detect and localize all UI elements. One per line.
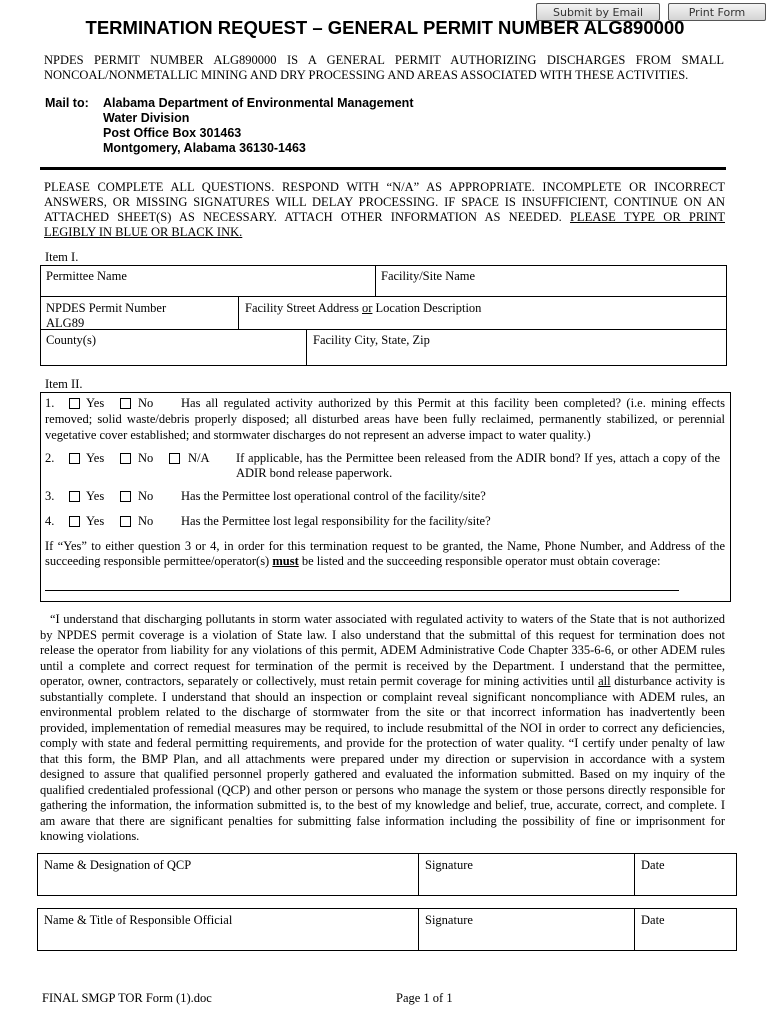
q2-yes-label: Yes bbox=[86, 451, 105, 465]
mail-address-line-1: Alabama Department of Environmental Management bbox=[103, 96, 414, 110]
q2-number: 2. bbox=[45, 451, 55, 465]
intro-line-2: NONCOAL/NONMETALLIC MINING AND DRY PROCESSING AND AREAS ASSOCIATED WITH THESE ACTIVITIES. bbox=[44, 68, 689, 82]
section-divider bbox=[40, 167, 726, 170]
intro-line-1: NPDES PERMIT NUMBER ALG890000 IS A GENERAL PERMIT AUTHORIZING DISCHARGES FROM SMALL bbox=[44, 53, 724, 67]
certification-line: qualified credentialed professional (QCP) and other person or persons who manage the system or those persons directly responsible for bbox=[40, 782, 725, 797]
facility-address-field[interactable]: Facility Street Address or Location Description bbox=[245, 301, 482, 315]
instructions-line-4: LEGIBLY IN BLUE OR BLACK INK. bbox=[44, 225, 243, 239]
certification-line: provided, implementation of remedial measures may be required, to include resubmittal of the NOI in order to correct any deficiencies, bbox=[40, 720, 725, 735]
q3-yes-label: Yes bbox=[86, 489, 105, 503]
certification-line: “I understand that discharging pollutants in storm water associated with regulated activity to waters of the State that is not authorized bbox=[50, 612, 725, 626]
permittee-name-field[interactable]: Permittee Name bbox=[46, 269, 127, 283]
county-field[interactable]: County(s) bbox=[46, 333, 96, 347]
q2-no-label: No bbox=[138, 451, 154, 465]
certification-line: gathering the information, the information submitted is, to the best of my knowledge and belief, true, accurate, correct, and complete. I bbox=[40, 798, 725, 812]
submit-by-email-button[interactable]: Submit by Email bbox=[536, 3, 660, 21]
q4-no-checkbox[interactable] bbox=[120, 516, 131, 527]
certification-line: by NPDES permit coverage is a violation of State law. I also understand that the submittal of this request for termination does not bbox=[40, 627, 725, 642]
certification-line: knowing violations. bbox=[40, 829, 140, 843]
certification-line: am aware that there are significant penalties for submitting false information including the possibility of fine or imprisonment for bbox=[40, 813, 725, 828]
page-title: TERMINATION REQUEST – GENERAL PERMIT NUMBER ALG890000 bbox=[85, 17, 685, 38]
q1-number: 1. bbox=[45, 396, 55, 410]
item-1-heading: Item I. bbox=[45, 250, 79, 264]
q2-text-line-2: ADIR bond release paperwork. bbox=[236, 466, 393, 480]
certification-line: designed to assure that qualified personnel properly gathered and evaluated the information submitted. Based on my inquiry of the bbox=[40, 767, 725, 781]
q2-na-checkbox[interactable] bbox=[169, 453, 180, 464]
item-2-heading: Item II. bbox=[45, 377, 83, 391]
q2-text-line-1: If applicable, has the Permittee been released from the ADIR bond? If yes, attach a copy of the bbox=[236, 451, 720, 465]
q1-text-line-3: vegetative cover established; and stormwater discharges do not represent an adverse impact to water quality.) bbox=[45, 428, 591, 442]
q3-yes-checkbox[interactable] bbox=[69, 491, 80, 502]
footer-page-number: Page 1 of 1 bbox=[396, 991, 453, 1005]
q1-yes-label: Yes bbox=[86, 396, 105, 410]
qcp-signature-field[interactable]: Signature bbox=[425, 858, 473, 872]
official-date-field[interactable]: Date bbox=[641, 913, 665, 927]
q3-no-checkbox[interactable] bbox=[120, 491, 131, 502]
certification-line: that this form, the BMP Plan, and all attachments were prepared under my direction or supervision in accordance with a system bbox=[40, 751, 725, 766]
q1-no-label: No bbox=[138, 396, 154, 410]
certification-line: substantially complete. I understand that should an inspection or complaint reveal significant noncompliance with ADEM rules, an bbox=[40, 689, 725, 704]
npdes-permit-prefix: ALG89 bbox=[46, 316, 85, 330]
print-form-button[interactable]: Print Form bbox=[668, 3, 766, 21]
q2-yes-checkbox[interactable] bbox=[69, 453, 80, 464]
certification-line: comply with state and federal permitting requirements, and provide for the protection of water quality. “I certify under penalty of law bbox=[40, 736, 725, 750]
mail-address-line-2: Water Division bbox=[103, 111, 190, 125]
q2-no-checkbox[interactable] bbox=[120, 453, 131, 464]
q1-text-line-2: removed; solid waste/debris properly disposed; all disturbed areas have been fully reclaimed, permanently stabilized, or perennial bbox=[45, 412, 725, 426]
certification-line: until a complete and correct request for termination of the permit is received by the Department. I understand that the permittee, bbox=[40, 658, 725, 673]
q4-yes-checkbox[interactable] bbox=[69, 516, 80, 527]
q2-na-label: N/A bbox=[188, 451, 210, 465]
q4-number: 4. bbox=[45, 514, 55, 528]
mail-to-label: Mail to: bbox=[45, 96, 89, 110]
succeeding-operator-note-line-2: succeeding responsible permittee/operator(s) must be listed and the succeeding responsible operator must obtain coverage: bbox=[45, 554, 661, 568]
footer-filename: FINAL SMGP TOR Form (1).doc bbox=[42, 991, 212, 1005]
q1-text-line-1: Has all regulated activity authorized by this Permit at this facility been completed? (i.e. mining effects bbox=[181, 396, 725, 410]
q4-text: Has the Permittee lost legal responsibility for the facility/site? bbox=[181, 514, 491, 528]
facility-site-name-field[interactable]: Facility/Site Name bbox=[381, 269, 476, 283]
instructions-line-1: PLEASE COMPLETE ALL QUESTIONS. RESPOND WITH “N/A” AS APPROPRIATE. INCOMPLETE OR INCORRECT bbox=[44, 180, 725, 194]
official-signature-field[interactable]: Signature bbox=[425, 913, 473, 927]
certification-line: operator, owner, contractors, separately or collectively, must retain permit coverage for mining activities until all disturbance activity is bbox=[40, 674, 725, 688]
q4-yes-label: Yes bbox=[86, 514, 105, 528]
certification-line: environmental problem related to the discharge of stormwater from the site or that incorrect information has inadvertently been bbox=[40, 705, 725, 719]
q1-yes-checkbox[interactable] bbox=[69, 398, 80, 409]
facility-city-state-zip-field[interactable]: Facility City, State, Zip bbox=[313, 333, 430, 347]
npdes-permit-number-field[interactable]: NPDES Permit Number bbox=[46, 301, 167, 315]
certification-line: release the operator from liability for any violations of this permit, ADEM Administrative Code Chapter 335-6-6, or other ADEM rules bbox=[40, 643, 725, 657]
official-name-field[interactable]: Name & Title of Responsible Official bbox=[44, 913, 233, 927]
q4-no-label: No bbox=[138, 514, 154, 528]
q1-no-checkbox[interactable] bbox=[120, 398, 131, 409]
succeeding-operator-note-line-1: If “Yes” to either question 3 or 4, in order for this termination request to be granted, the Name, Phone Number, and Address of the bbox=[45, 539, 725, 553]
mail-address-line-4: Montgomery, Alabama 36130-1463 bbox=[103, 141, 306, 155]
q3-text: Has the Permittee lost operational control of the facility/site? bbox=[181, 489, 486, 503]
mail-address-line-3: Post Office Box 301463 bbox=[103, 126, 242, 140]
qcp-name-field[interactable]: Name & Designation of QCP bbox=[44, 858, 192, 872]
instructions-line-3: ATTACHED SHEET(S) AS NECESSARY. ATTACH OTHER INFORMATION AS NEEDED. PLEASE TYPE OR PRINT bbox=[44, 210, 725, 224]
q3-number: 3. bbox=[45, 489, 55, 503]
instructions-line-2: ANSWERS, OR MISSING SIGNATURES WILL DELAY PROCESSING. IF SPACE IS INSUFFICIENT, CONTINUE ON AN bbox=[44, 195, 725, 209]
q3-no-label: No bbox=[138, 489, 154, 503]
succeeding-operator-input-line[interactable] bbox=[45, 590, 679, 591]
qcp-date-field[interactable]: Date bbox=[641, 858, 665, 872]
